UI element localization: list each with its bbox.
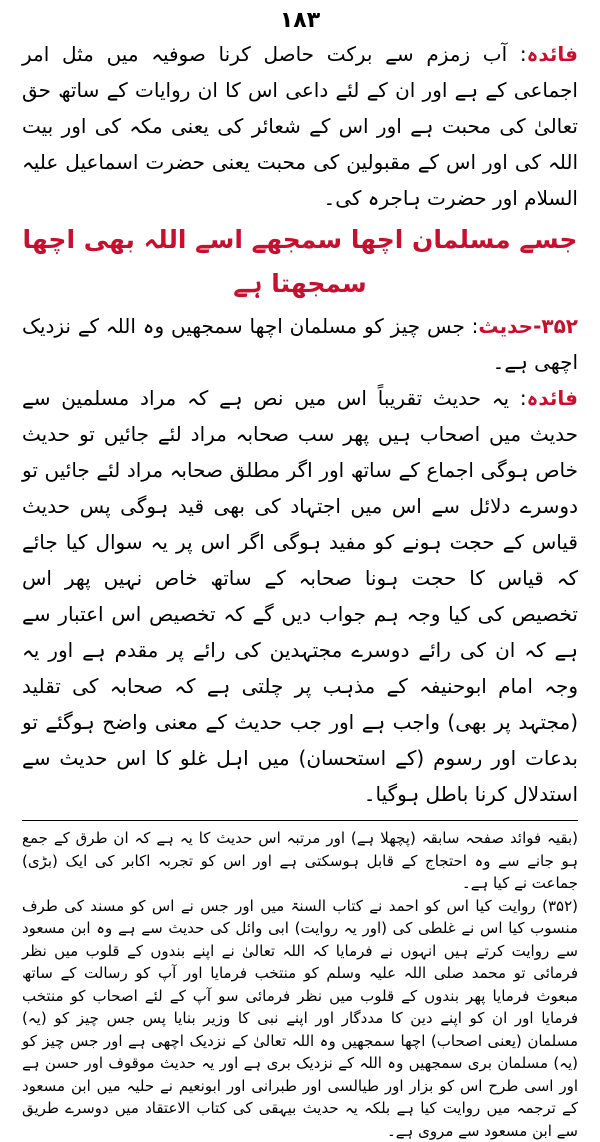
benefit-label: فائدہ bbox=[527, 386, 578, 410]
paragraph-benefit-1 bbox=[22, 36, 578, 216]
main-text bbox=[22, 36, 578, 812]
hadith-label: حدیث bbox=[478, 314, 533, 338]
footnote-continuation: (بقیہ فوائد صفحہ سابقہ (پچھلا ہے) اور مرتبہ اس حدیث کا یہ ہے کہ ان طرق کے جمع ہو جانے سے وہ احتجاج کے قابل ہوسکتی ہے اور اس کو تجربہ اکابر کی ایک (بڑی) جماعت نے کیا ہے۔ bbox=[22, 827, 578, 895]
paragraph-benefit-2 bbox=[22, 380, 578, 812]
paragraph-text: : یہ حدیث تقریباً اس میں نص ہے کہ مراد مسلمین سے حدیث میں اصحاب ہیں پھر سب صحابہ مراد لئے جائیں تو حدیث خاص ہوگی اجماع کے ساتھ اور اگر مطلق صحابہ مراد لئے جائیں تو دوسرے دلائل سے اس میں اجتہاد کی بھی قید ہوگی پس حدیث قیاس کے حجت ہونے کو مفید ہوگی اگر اس پر یہ سوال کیا جائے کہ قیاس کا حجت ہونا صحابہ کے ساتھ خاص نہیں پھر اس تخصیص کی کیا وجہ ہم جواب دیں گے کہ تخصیص اس اعتبار سے ہے کہ ان کی رائے دوسرے مجتہدین کی رائے پر مقدم ہے اور یہ وجہ امام ابوحنیفہ کے مذہب پر چلتی ہے کہ صحابہ کی تقلید (مجتہد پر بھی) واجب ہے اور جب حدیث کے معنی واضح ہوگئے تو بدعات اور رسوم (کے استحسان) میں اہل غلو کا اس حدیث سے استدلال کرنا باطل ہوگیا۔ bbox=[22, 386, 578, 806]
footnote-divider bbox=[22, 820, 578, 821]
hadith-text: : جس چیز کو مسلمان اچھا سمجھیں وہ اللہ کے نزدیک اچھی ہے۔ bbox=[22, 314, 578, 374]
page-number: ۱۸۳ bbox=[22, 6, 578, 36]
footnote-352: (۳۵۲) روایت کیا اس کو احمد نے کتاب السنۃ میں اور جس نے اس کو مسند کی طرف منسوب کیا اس نے غلطی کی (اور یہ روایت) ابی وائل کی حدیث سے ہے وہ ابن مسعود سے روایت کرتے ہیں انہوں نے فرمایا کہ اللہ تعالیٰ نے اپنے بندوں کے قلوب میں نظر فرمائی تو محمد صلی اللہ علیہ وسلم کو منتخب فرمایا اور آپ کو رسالت کے ساتھ مبعوث فرمایا پھر بندوں کے قلوب میں نظر فرمائی سو آپ کے لئے اصحاب کو منتخب فرمایا اور ان کو اپنے دین کا مددگار اور اپنے نبی کا وزیر بنایا پس جس چیز کو (یہ) مسلمان (یعنی اصحاب) اچھا سمجھیں وہ اللہ تعالیٰ کے نزدیک اچھی ہے اور جس چیز کو (یہ) مسلمان بری سمجھیں وہ اللہ کے نزدیک بری ہے اور یہ حدیث موقوف اور حسن ہے اور اسی طرح اس کو بزار اور طیالسی اور طبرانی اور ابونعیم نے حلیہ میں ابن مسعود کے ترجمہ میں روایت کیا ہے بلکہ یہ حدیث بیہقی کی کتاب الاعتقاد میں دوسرے طریق سے ابن مسعود سے مروی ہے۔ bbox=[22, 895, 578, 1142]
footnotes bbox=[22, 827, 578, 1142]
paragraph-text: : آب زمزم سے برکت حاصل کرنا صوفیہ میں مثل امر اجماعی کے ہے اور ان کے لئے داعی اس کا ان روایات کے ساتھ حق تعالیٰ کی محبت ہے اور اس کے شعائر کی یعنی مکہ کی اور بیت اللہ کی اور اس کے مقبولین کی محبت یعنی حضرت اسماعیل علیہ السلام اور حضرت ہاجرہ کی۔ bbox=[22, 42, 578, 210]
hadith-number: ۳۵۲ bbox=[541, 314, 578, 338]
benefit-label: فائدہ bbox=[527, 42, 578, 66]
hadith-line bbox=[22, 308, 578, 380]
section-heading: جسے مسلمان اچھا سمجھے اسے اللہ بھی اچھا سمجھتا ہے bbox=[22, 218, 578, 306]
hadith-dash: - bbox=[533, 314, 541, 338]
